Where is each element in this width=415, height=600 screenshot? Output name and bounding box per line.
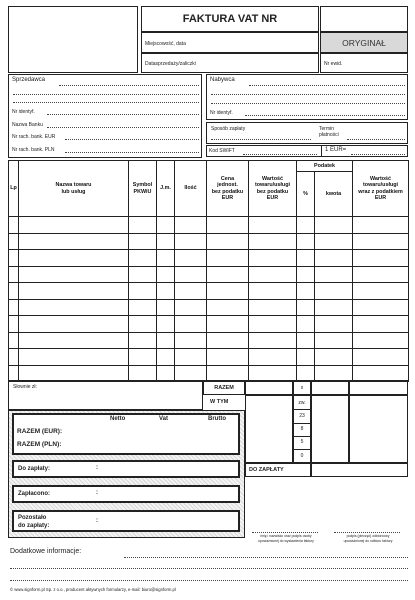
table-cell[interactable] [9,349,19,366]
additional-info-label: Dodatkowe informacje: [10,548,82,555]
table-cell[interactable] [315,332,353,349]
table-row [9,283,409,300]
table-row [9,316,409,333]
seller-account-pln-field[interactable] [65,152,199,153]
seller-account-eur-label: Nr rach. bank. EUR [12,134,56,140]
table-cell[interactable] [249,250,297,267]
table-cell[interactable] [9,266,19,283]
table-cell[interactable] [129,250,157,267]
additional-info-line-2[interactable] [10,568,408,569]
table-cell[interactable] [129,299,157,316]
total-tax-cell[interactable] [311,380,349,395]
table-row [9,299,409,316]
buyer-id-field[interactable] [245,115,405,116]
seller-bank-field[interactable] [47,127,199,128]
table-cell[interactable] [315,217,353,234]
col-tax-rate: % [297,172,315,217]
invoice-number-box[interactable] [320,6,408,32]
table-cell[interactable] [157,233,175,250]
table-cell[interactable] [353,250,409,267]
buyer-label: Nabywca [210,77,235,83]
table-cell[interactable] [207,316,249,333]
to-pay-summary-label: DO ZAPŁATY [249,467,284,473]
table-cell[interactable] [9,316,19,333]
table-row [9,266,409,283]
buyer-box[interactable] [206,74,408,120]
vat-breakdown-tax[interactable] [311,395,349,463]
table-cell[interactable] [249,316,297,333]
swift-divider [321,146,322,157]
rate-divider-3 [294,436,310,437]
total-rate-cell [293,380,311,395]
seller-id-label: Nr identyf. [12,109,35,115]
remaining-field[interactable] [12,510,240,532]
table-cell[interactable] [175,316,207,333]
seller-line-1[interactable] [59,85,199,86]
col-unit-price: Cena jednost. bez podatku EUR [207,161,249,217]
table-cell[interactable] [249,332,297,349]
due-date-field[interactable] [347,139,405,140]
table-cell[interactable] [157,299,175,316]
invoice-title: FAKTURA VAT NR [182,13,278,25]
table-cell[interactable] [297,233,315,250]
receiver-signature-label: podpis (pieczęć) odbiorcowy upoważnionej do odbioru faktury [343,534,393,543]
table-cell[interactable] [129,349,157,366]
total-pln-label: RAZEM (PLN): [17,441,62,448]
table-cell[interactable] [207,332,249,349]
rate-8: 8 [300,426,304,432]
buyer-line-1[interactable] [249,85,405,86]
table-cell[interactable] [9,283,19,300]
table-cell[interactable] [175,266,207,283]
total-label: RAZEM [214,385,234,391]
table-cell[interactable] [315,266,353,283]
table-cell[interactable] [249,283,297,300]
additional-info-line-1[interactable] [124,557,408,558]
table-cell[interactable] [353,349,409,366]
remaining-colon: : [96,518,98,524]
to-pay-label: Do zapłaty: [18,466,51,472]
table-cell[interactable] [249,266,297,283]
table-cell[interactable] [315,233,353,250]
table-cell[interactable] [175,233,207,250]
table-cell[interactable] [297,332,315,349]
table-cell[interactable] [297,266,315,283]
table-cell[interactable] [19,332,129,349]
in-words-label: Słownie zł: [13,384,37,390]
table-cell[interactable] [353,233,409,250]
table-cell[interactable] [129,316,157,333]
rate-0: 0 [300,453,304,459]
rate-divider-1 [294,409,310,410]
table-cell[interactable] [207,283,249,300]
table-cell[interactable] [315,349,353,366]
place-date-label: Miejscowość, data [145,41,186,47]
table-cell[interactable] [19,349,129,366]
seller-account-eur-field[interactable] [65,139,199,140]
to-pay-colon: : [96,465,98,471]
item-rows [9,217,409,382]
table-cell[interactable] [175,283,207,300]
additional-info-line-3[interactable] [10,580,408,581]
table-cell[interactable] [315,283,353,300]
table-cell[interactable] [9,250,19,267]
total-gross-cell[interactable] [349,380,408,395]
table-cell[interactable] [207,250,249,267]
seller-bank-label: Nazwa Banku [12,122,43,128]
payment-method-field[interactable] [211,139,311,140]
seller-line-3[interactable] [13,102,199,103]
vat-breakdown-rates [293,395,311,463]
table-cell[interactable] [353,332,409,349]
paid-colon: : [96,490,98,496]
record-no-box[interactable] [320,53,408,73]
table-cell[interactable] [315,299,353,316]
seller-id-field[interactable] [47,114,199,115]
buyer-line-3[interactable] [211,103,405,104]
table-cell[interactable] [129,266,157,283]
col-pkwiu: Symbol PKWiU [129,161,157,217]
receiver-signature-line[interactable] [334,532,400,533]
table-cell[interactable] [157,332,175,349]
record-no-label: Nr ewid. [324,61,343,67]
buyer-line-2[interactable] [211,94,405,95]
table-cell[interactable] [19,266,129,283]
delivery-date-box[interactable] [141,53,319,73]
totals-inner-box [12,413,240,455]
table-cell[interactable] [175,250,207,267]
payment-box[interactable] [206,122,408,144]
vat-breakdown-gross[interactable] [349,395,408,463]
table-cell[interactable] [175,332,207,349]
logo-box [8,6,138,73]
original-badge [320,32,408,53]
table-cell[interactable] [353,316,409,333]
col-quantity: Ilość [175,161,207,217]
table-cell[interactable] [19,250,129,267]
col-lp: Lp [9,161,19,217]
table-cell[interactable] [157,283,175,300]
copyright: © www.signform.pl Sp. z o.o., producent aktywnych formularzy, e-mail: biuro@signform.pl [10,587,176,592]
table-cell[interactable] [129,233,157,250]
paid-label: Zapłacono: [18,491,51,497]
seller-line-2[interactable] [13,94,199,95]
table-row [9,250,409,267]
col-tax-group: Podatek [297,161,353,172]
table-cell[interactable] [353,266,409,283]
totals-col-vat: Vat [159,416,169,422]
place-date-box[interactable] [141,32,319,53]
table-row [9,233,409,250]
rate-zw: zw. [298,400,306,406]
table-cell[interactable] [9,299,19,316]
table-cell[interactable] [315,316,353,333]
table-cell[interactable] [157,316,175,333]
rate-divider-2 [294,423,310,424]
total-label-cell [203,380,245,395]
col-net-value: Wartość towaru/usługi bez podatku EUR [249,161,297,217]
table-cell[interactable] [207,299,249,316]
totals-col-gross: Brutto [208,416,226,422]
table-cell[interactable] [9,217,19,234]
table-cell[interactable] [9,233,19,250]
exchange-rate-field[interactable] [351,154,405,155]
to-pay-field[interactable] [12,460,240,478]
total-net-cell[interactable] [245,380,293,395]
issuer-signature-label: imię i nazwisko oraz podpis osoby upoważnionej do wystawienia faktury [258,534,314,543]
table-cell[interactable] [19,283,129,300]
to-pay-value-cell[interactable] [311,463,408,477]
table-cell[interactable] [19,233,129,250]
rate-divider-4 [294,449,310,450]
table-cell[interactable] [297,217,315,234]
rate-5: 5 [300,439,304,445]
col-gross-value: Wartość towaru/usługi wraz z podatkiem EUR [353,161,409,217]
vat-breakdown-net[interactable] [245,395,293,463]
of-which-label: W TYM [210,399,229,405]
table-cell[interactable] [157,266,175,283]
original-label: ORYGINAŁ [342,38,386,48]
paid-field[interactable] [12,485,240,503]
table-cell[interactable] [157,250,175,267]
table-cell[interactable] [249,233,297,250]
table-cell[interactable] [157,349,175,366]
remaining-label: Pozostało do zapłaty: [18,515,50,529]
table-cell[interactable] [129,283,157,300]
to-pay-label-cell [245,463,311,477]
swift-field[interactable] [243,154,317,155]
table-cell[interactable] [249,217,297,234]
table-row [9,349,409,366]
seller-label: Sprzedawca [12,77,46,83]
table-cell[interactable] [353,299,409,316]
table-cell[interactable] [175,349,207,366]
swift-label: Kod SWIFT [209,148,235,154]
table-cell[interactable] [157,217,175,234]
table-cell[interactable] [207,266,249,283]
table-row [9,217,409,234]
table-cell[interactable] [129,332,157,349]
issuer-signature-line[interactable] [252,532,318,533]
table-cell[interactable] [129,217,157,234]
table-cell[interactable] [353,283,409,300]
table-cell[interactable] [315,250,353,267]
due-date-label: Termin płatności [319,126,339,138]
col-tax-amount: kwota [315,172,353,217]
col-name: Nazwa towaru lub usług [19,161,129,217]
payment-method-label: Sposób zapłaty [211,126,246,132]
rate-23: 23 [299,413,305,419]
table-cell[interactable] [207,349,249,366]
in-words-box[interactable] [8,380,203,410]
invoice-title-box [141,6,319,32]
seller-box[interactable] [8,74,202,158]
rate-x: x [300,385,304,391]
table-cell[interactable] [249,349,297,366]
exchange-rate-label: 1 EUR= [325,147,347,153]
col-unit: J.m. [157,161,175,217]
items-table [8,160,409,382]
seller-account-pln-label: Nr rach. bank. PLN [12,147,55,153]
table-cell[interactable] [207,217,249,234]
table-cell[interactable] [297,316,315,333]
totals-col-net: Netto [110,416,126,422]
table-cell[interactable] [175,299,207,316]
table-cell[interactable] [9,332,19,349]
buyer-id-label: Nr identyf. [210,110,233,116]
table-cell[interactable] [297,283,315,300]
table-cell[interactable] [207,233,249,250]
table-cell[interactable] [19,299,129,316]
table-cell[interactable] [353,217,409,234]
table-cell[interactable] [297,299,315,316]
total-eur-label: RAZEM (EUR): [17,428,63,435]
table-cell[interactable] [175,217,207,234]
table-cell[interactable] [249,299,297,316]
delivery-date-label: Datasprzedaży/zaliczki [145,61,196,67]
table-cell[interactable] [297,250,315,267]
table-cell[interactable] [19,217,129,234]
table-cell[interactable] [297,349,315,366]
table-row [9,332,409,349]
swift-box[interactable] [206,145,408,157]
table-cell[interactable] [19,316,129,333]
